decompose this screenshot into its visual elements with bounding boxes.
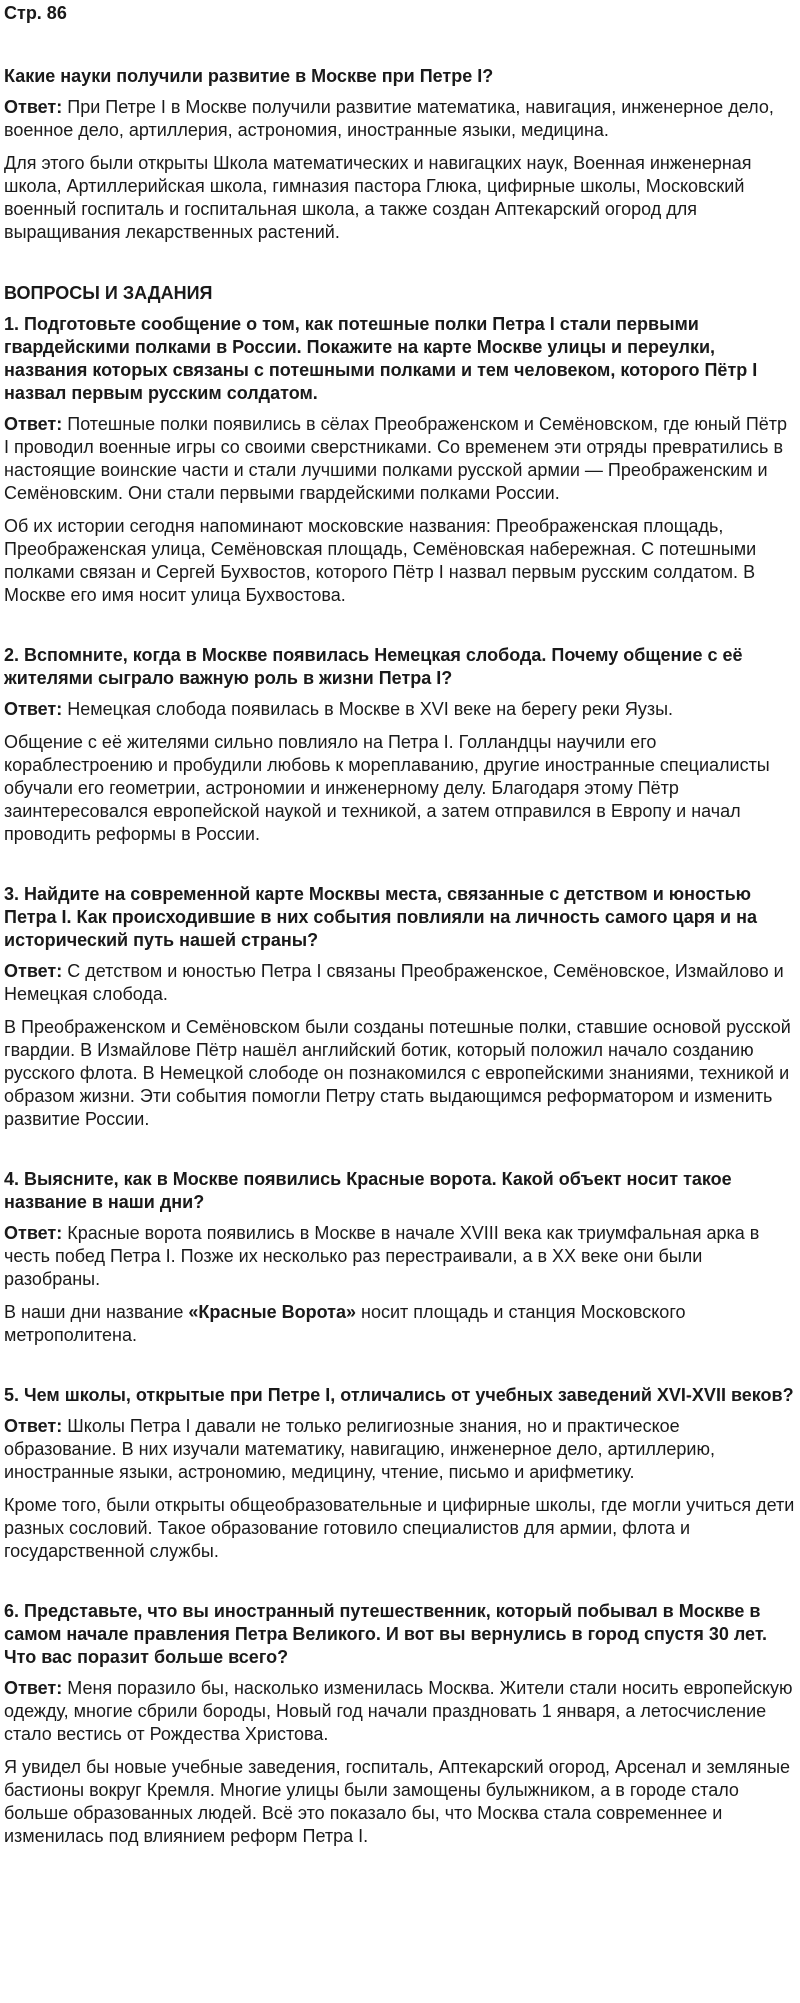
task-6 (4, 1600, 796, 1848)
task-answer (4, 413, 796, 505)
answer-label: Ответ: (4, 1678, 63, 1698)
answer-label: Ответ: (4, 1223, 63, 1243)
task-4 (4, 1168, 796, 1347)
task-question: 3. Найдите на современной карте Москвы места, связанные с детством и юностью Петра I. Как происходившие в них события повлияли на личность самого царя и на исторический путь нашей страны? (4, 884, 757, 950)
intro-answer (4, 96, 796, 142)
task-5 (4, 1384, 796, 1563)
task-answer (4, 960, 796, 1006)
task-question: 4. Выясните, как в Москве появились Красные ворота. Какой объект носит такое название в наши дни? (4, 1169, 732, 1212)
task-answer-text: Потешные полки появились в сёлах Преображенском и Семёновском, где юный Пётр I проводил военные игры со своими сверстниками. Со временем эти отряды превратились в настоящие воинские части и стали лучшими полками русской армии — Преображенским и Семёновским. Они стали первыми гвардейскими полками России. (4, 414, 788, 503)
task-2 (4, 644, 796, 846)
task-answer-text: С детством и юностью Петра I связаны Преображенское, Семёновское, Измайлово и Немецкая слобода. (4, 961, 784, 1004)
task-answer (4, 1677, 796, 1746)
task-extra: Общение с её жителями сильно повлияло на Петра I. Голландцы научили его кораблестроению и пробудили любовь к мореплаванию, другие иностранные специалисты обучали его геометрии, астрономии и инженерному делу. Благодаря этому Пётр заинтересовался европейской наукой и техникой, а затем отправился в Европу и начал проводить реформы в России. (4, 732, 770, 844)
task-question: 6. Представьте, что вы иностранный путешественник, который побывал в Москве в самом начале правления Петра Великого. И вот вы вернулись в город спустя 30 лет. Что вас поразит больше всего? (4, 1601, 768, 1667)
page-number: Стр. 86 (4, 3, 67, 23)
task-question: 5. Чем школы, открытые при Петре I, отличались от учебных заведений XVI-XVII веков? (4, 1385, 794, 1405)
task-1 (4, 313, 796, 607)
task-answer-text: Школы Петра I давали не только религиозные знания, но и практическое образование. В них изучали математику, навигацию, инженерное дело, артиллерию, иностранные языки, астрономию, медицину, чтение, письмо и арифметику. (4, 1416, 715, 1482)
task-extra (4, 1301, 796, 1347)
intro-answer-text: При Петре I в Москве получили развитие математика, навигация, инженерное дело, военное дело, артиллерия, астрономия, иностранные языки, медицина. (4, 97, 774, 140)
task-answer (4, 1415, 796, 1484)
task-extra: Об их истории сегодня напоминают московские названия: Преображенская площадь, Преображенская улица, Семёновская площадь, Семёновская набережная. С потешными полками связан и Сергей Бухвостов, которого Пётр I назвал первым русским солдатом. В Москве его имя носит улица Бухвостова. (4, 516, 757, 605)
answer-label: Ответ: (4, 699, 63, 719)
task-extra-after: носит площадь и станция Московского метрополитена. (4, 1302, 686, 1345)
task-extra: В Преображенском и Семёновском были созданы потешные полки, ставшие основой русской гвардии. В Измайлове Пётр нашёл английский ботик, который положил начало созданию русского флота. В Немецкой слободе он познакомился с европейскими знаниями, техникой и образом жизни. Эти события помогли Петру стать выдающимся реформатором и изменить развитие России. (4, 1017, 791, 1129)
task-extra: Я увидел бы новые учебные заведения, госпиталь, Аптекарский огород, Арсенал и земляные бастионы вокруг Кремля. Многие улицы были замощены булыжником, а в городе стало больше образованных людей. Всё это показало бы, что Москва стала современнее и изменилась под влиянием реформ Петра I. (4, 1757, 791, 1846)
task-question: 1. Подготовьте сообщение о том, как потешные полки Петра I стали первыми гвардейскими полками в России. Покажите на карте Москве улицы и переулки, названия которых связаны с потешными полками и тем человеком, которого Пётр I назвал первым русским солдатом. (4, 314, 758, 403)
answer-label: Ответ: (4, 97, 63, 117)
task-extra-before: В наши дни название (4, 1302, 189, 1322)
intro-question: Какие науки получили развитие в Москве при Петре I? (4, 66, 494, 86)
answer-label: Ответ: (4, 961, 63, 981)
task-answer-text: Немецкая слобода появилась в Москве в XVI веке на берегу реки Яузы. (67, 699, 674, 719)
task-extra-bold: «Красные Ворота» (188, 1302, 356, 1322)
answer-label: Ответ: (4, 414, 63, 434)
task-answer-text: Красные ворота появились в Москве в начале XVIII века как триумфальная арка в честь побед Петра I. Позже их несколько раз перестраивали, а в XX веке они были разобраны. (4, 1223, 760, 1289)
task-answer-text: Меня поразило бы, насколько изменилась Москва. Жители стали носить европейскую одежду, многие сбрили бороды, Новый год начали праздновать 1 января, а летосчисление стало вестись от Рождества Христова. (4, 1678, 793, 1744)
answer-label: Ответ: (4, 1416, 63, 1436)
task-3 (4, 883, 796, 1131)
task-question: 2. Вспомните, когда в Москве появилась Немецкая слобода. Почему общение с её жителями сыграло важную роль в жизни Петра I? (4, 645, 743, 688)
task-answer (4, 698, 796, 721)
intro-extra: Для этого были открыты Школа математических и навигацких наук, Военная инженерная школа, Артиллерийская школа, гимназия пастора Глюка, цифирные школы, Московский военный госпиталь и госпитальная школа, а также создан Аптекарский огород для выращивания лекарственных растений. (4, 153, 752, 242)
task-answer (4, 1222, 796, 1291)
task-extra: Кроме того, были открыты общеобразовательные и цифирные школы, где могли учиться дети разных сословий. Такое образование готовило специалистов для армии, флота и государственной службы. (4, 1495, 795, 1561)
section-heading: ВОПРОСЫ И ЗАДАНИЯ (4, 283, 213, 303)
